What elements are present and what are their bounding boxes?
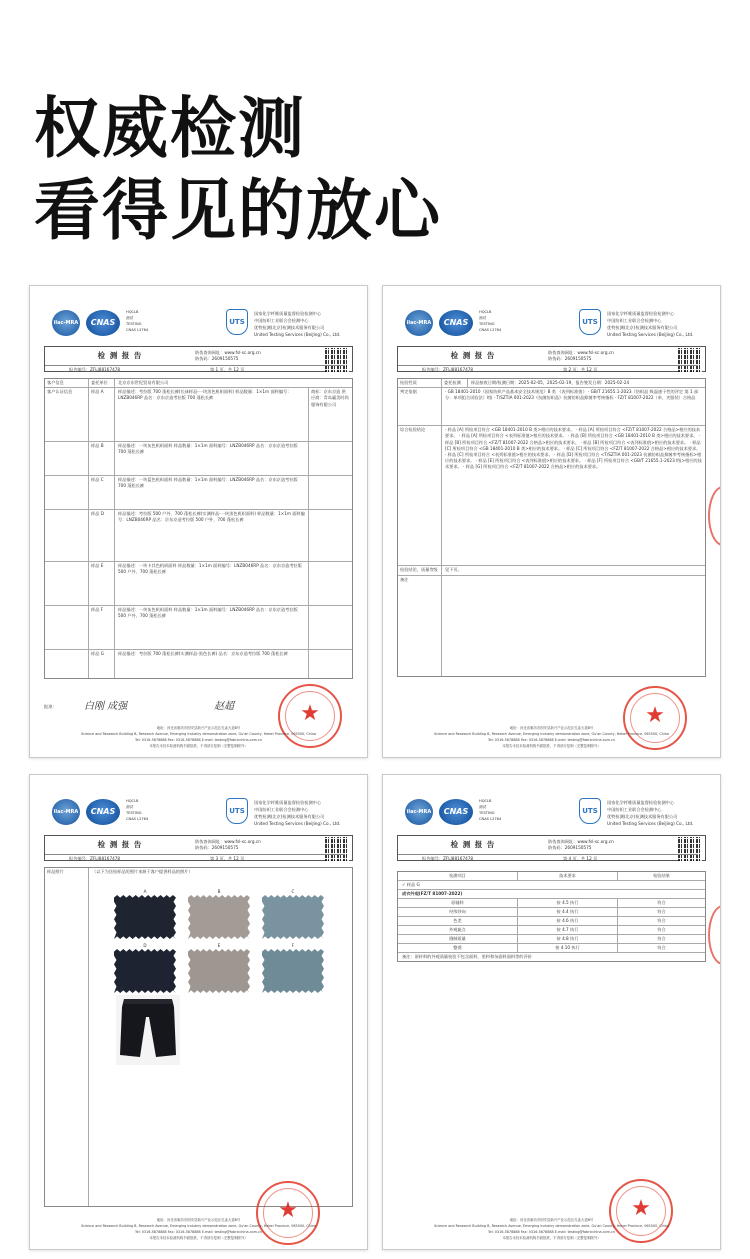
seam-stamp bbox=[708, 486, 721, 546]
fabric-swatch-b bbox=[188, 895, 250, 939]
signature-1: 白刚 成强 bbox=[84, 701, 128, 712]
report-title: 检 测 报 告 bbox=[450, 351, 496, 360]
cnas-logo: CNAS bbox=[86, 799, 120, 825]
verify-info: 防伪查询网址：www.fsl-sc.org.cn 防伪码：2609150575 bbox=[195, 839, 261, 850]
pants-photo bbox=[116, 995, 180, 1065]
report-header bbox=[397, 835, 706, 861]
table-row: 备注 bbox=[398, 576, 705, 676]
star-icon: ★ bbox=[278, 1198, 298, 1223]
table-row: 检验结论、质量等级 见下页。 bbox=[398, 566, 705, 576]
table-row: 综合检验结论 · 样品 [A] 所检项目符合 <GB 18401-2010 B 类>相应的技术要求。 · 样品 [A] 所检项目符合 <FZ/T 81007-2022 合格品>相应的技术要求。 · 样品 [A] 所检项目符合 <表列标准值>相应的技术要求。 · 样品 [B] 所检项目符合 <GB 18401-2010 B 类>相应的技术要求。 · 样品 [B] 所检项目符合 <FZ/T 81007-2022 合格品>相应的技术要求。 · 样品 [B] 所检项目符合 <表列标准值>相应的技术要求。 · 样品 [C] 所检项目符合 <GB 18401-2010 B 类>相应的技术要求。 · 样品 [C] 所检项目符合 <FZ/T 81007-2022 合格品>相应的技术要求。 · 样品 [C] 所检项目符合 <表列标准值>相应的技术要求。 · 样品 [D] 所检项目符合 <T/SZTIA 001-2023 抗菌纺织品抑菌率考核指标>相应的技术要求。 · 样品 [E] 所检项目符合 <表列标准值>相应的技术要求。 · 样品 [F] 所检项目符合 <GB/T 21655.1-2023 Ⅰ级>相应的技术要求。 · 样品 [G] 所检项目符合 <FZ/T 81007-2022 合格品>相应的技术要求。 bbox=[398, 426, 705, 566]
table-row: 样品 D 样品描述：考拉版 500 户外、700 蓬松长裤(实测样品-一块黑色机织面料) 样品数量：1×1m 面料编号：LNZB046RP 品名：京东京造考拉版 500 户外、700 蓬松长裤 bbox=[45, 510, 352, 562]
table-row: 缝制质量 按 4.8 执行 符合 bbox=[398, 935, 705, 944]
lab-name: 国家化学纤维质量监督检验检测中心 中国纺织工业联合会检测中心 优特检测(北京)检测技术服务有限公司 United Testing Services (BeiJing) Co., Ltd. bbox=[254, 311, 341, 337]
signature-2: 赵超 bbox=[214, 701, 234, 712]
lab-name: 国家化学纤维质量监督检验检测中心 中国纺织工业联合会检测中心 优特检测(北京)检测技术服务有限公司 United Testing Services (BeiJing) Co., Ltd. bbox=[254, 800, 341, 826]
uts-logo: UTS bbox=[579, 798, 601, 824]
star-icon: ★ bbox=[631, 1196, 651, 1221]
report-header bbox=[397, 346, 706, 372]
verify-info: 防伪查询网址：www.fsl-sc.org.cn 防伪码：2609150575 bbox=[548, 350, 614, 361]
page-footer: 地址：河北省廊坊市固安县新兴产业示范区孔雀大道8号 Science and Research Building B, Research Avenue, Emerging Industry demonstration zone, Gu'an County, Hebei Province, 065500, China Tel: 0316-5878888 Fax: 0316-5878888 E-mail: testing@fabricchina.com.cn 本报告未经本检测机构书面批准，不得部分复制（完整复制除外） bbox=[433, 726, 670, 748]
report-number: 报告编号：ZFLJ88167478 第 3 页，共 12 页 bbox=[45, 854, 345, 862]
table-row: 色差 按 4.6 执行 符合 bbox=[398, 917, 705, 926]
logo-bar bbox=[48, 793, 355, 833]
uts-logo: UTS bbox=[226, 798, 248, 824]
table-row: 检验性质 委托检测 样品接收日期/检测日期：2025-02-05，2025-02-19，报告签发日期：2025-02-24 bbox=[398, 379, 705, 388]
fabric-swatch-f bbox=[262, 949, 324, 993]
report-title: 检 测 报 告 bbox=[97, 840, 143, 849]
swatch-label: A bbox=[143, 889, 147, 894]
page-footer: 地址：河北省廊坊市固安县新兴产业示范区孔雀大道8号 Science and Research Building B, Research Avenue, Emerging Industry demonstration zone, Gu'an County, Hebei Province, 065500, China Tel: 0316-5878888 Fax: 0316-5878888 E-mail: testing@fabricchina.com.cn 本报告未经本检测机构书面批准，不得部分复制（完整复制除外） bbox=[433, 1218, 670, 1240]
ilac-mra-logo: ilac-MRA bbox=[405, 799, 433, 825]
report-number: 报告编号：ZFLJ88167478 第 4 页，共 12 页 bbox=[398, 854, 698, 862]
hq-logo: HQCLB 测试 TESTING CNAS L2764 bbox=[479, 310, 502, 332]
ilac-mra-logo: ilac-MRA bbox=[52, 799, 80, 825]
table-row: 外观疵点 按 4.7 执行 符合 bbox=[398, 926, 705, 935]
report-number: 报告编号：ZFLJ88167478 第 1 页，共 12 页 bbox=[45, 365, 345, 373]
uts-logo: UTS bbox=[226, 309, 248, 335]
report-page-4 bbox=[382, 774, 721, 1250]
hq-logo: HQCLB 测试 TESTING CNAS L2764 bbox=[126, 310, 149, 332]
swatch-label: C bbox=[291, 889, 295, 894]
table-row: 成衣外观(FZ/T 81007-2022) bbox=[398, 890, 705, 899]
report-title: 检 测 报 告 bbox=[450, 840, 496, 849]
report-page-2 bbox=[382, 285, 721, 758]
seam-stamp bbox=[708, 905, 721, 965]
page-footer: 地址：河北省廊坊市固安县新兴产业示范区孔雀大道8号 Science and Research Building B, Research Avenue, Emerging Industry demonstration zone, Gu'an County, Hebei Province, 065500, China Tel: 0316-5878888 Fax: 0316-5878888 E-mail: testing@fabricchina.com.cn 本报告未经本检测机构书面批准，不得部分复制（完整复制除外） bbox=[80, 726, 317, 748]
headline bbox=[34, 88, 442, 252]
swatch-label: B bbox=[217, 889, 221, 894]
conclusion-table bbox=[397, 378, 706, 677]
logo-bar bbox=[48, 304, 355, 344]
pants-label: G bbox=[120, 987, 124, 992]
swatch-label: F bbox=[291, 943, 295, 948]
table-row: 样品 C 样品描述：一块蓝色机织面料 样品数量：1×1m 面料编号：LNZB046RP 品名：京东京造考拉版 700 蓬松长裤 bbox=[45, 476, 352, 510]
headline-line-1: 权威检测 bbox=[34, 90, 306, 167]
table-row: 样品 E 样品描述：一块卡其色机织面料 样品数量：1×1m 面料编号：LNZB046RP 品名：京东京造考拉版 500 户外、700 蓬松长裤 bbox=[45, 562, 352, 606]
swatch-label: E bbox=[217, 943, 221, 948]
table-row: 样品 G 样品描述：考拉版 700 蓬松长裤(实测样品-黑色长裤) 品名：京东京造考拉版 700 蓬松长裤 bbox=[45, 650, 352, 678]
table-row: 客户信息 委托单位 北京京东世纪贸易有限公司 bbox=[45, 379, 352, 388]
table-row: 整烫 按 4.10 执行 符合 bbox=[398, 944, 705, 953]
table-row: 原辅料 按 4.5 执行 符合 bbox=[398, 899, 705, 908]
headline-line-2: 看得见的放心 bbox=[34, 172, 442, 249]
cnas-logo: CNAS bbox=[86, 310, 120, 336]
cnas-logo: CNAS bbox=[439, 799, 473, 825]
hq-logo: HQCLB 测试 TESTING CNAS L2764 bbox=[126, 799, 149, 821]
star-icon: ★ bbox=[645, 703, 665, 728]
table-header: 检测项目 技术要求 检验结果 bbox=[398, 872, 705, 881]
page-footer: 地址：河北省廊坊市固安县新兴产业示范区孔雀大道8号 Science and Research Building B, Research Avenue, Emerging Industry demonstration zone, Gu'an County, Hebei Province, 065500, China Tel: 0316-5878888 Fax: 0316-5878888 E-mail: testing@fabricchina.com.cn 本报告未经本检测机构书面批准，不得部分复制（完整复制除外） bbox=[80, 1218, 317, 1240]
report-page-1 bbox=[29, 285, 368, 758]
ilac-mra-logo: ilac-MRA bbox=[52, 310, 80, 336]
ilac-mra-logo: ilac-MRA bbox=[405, 310, 433, 336]
report-title: 检 测 报 告 bbox=[97, 351, 143, 360]
photo-label: 样品照片 bbox=[45, 868, 89, 1206]
fabric-swatch-c bbox=[262, 895, 324, 939]
table-row: ✓ 样品 G bbox=[398, 881, 705, 890]
verify-info: 防伪查询网址：www.fsl-sc.org.cn 防伪码：2609150575 bbox=[548, 839, 614, 850]
uts-logo: UTS bbox=[579, 309, 601, 335]
table-row: 样品 F 样品描述：一块灰色机织面料 样品数量：1×1m 面料编号：LNZB046RP 品名：京东京造考拉版 500 户外、700 蓬松长裤 bbox=[45, 606, 352, 650]
lab-name: 国家化学纤维质量监督检验检测中心 中国纺织工业联合会检测中心 优特检测(北京)检测技术服务有限公司 United Testing Services (BeiJing) Co., Ltd. bbox=[607, 800, 694, 826]
lab-name: 国家化学纤维质量监督检验检测中心 中国纺织工业联合会检测中心 优特检测(北京)检测技术服务有限公司 United Testing Services (BeiJing) Co., Ltd. bbox=[607, 311, 694, 337]
logo-bar bbox=[401, 304, 708, 344]
result-table bbox=[397, 871, 706, 962]
cnas-logo: CNAS bbox=[439, 310, 473, 336]
approval-label: 批准： bbox=[44, 704, 57, 709]
table-row: 经纬纱向 按 4.4 执行 符合 bbox=[398, 908, 705, 917]
swatch-label: D bbox=[143, 943, 147, 948]
star-icon: ★ bbox=[300, 701, 320, 726]
fabric-swatch-a bbox=[114, 895, 176, 939]
verify-info: 防伪查询网址：www.fsl-sc.org.cn 防伪码：2609150575 bbox=[195, 350, 261, 361]
info-table bbox=[44, 378, 353, 679]
table-row: 判定依据 · GB 18401-2010《国家纺织产品基本安全技术规范》B 类 《表列标准值》 · GB/T 21655.1-2023（纺织品 吸湿速干性的评定 第 1 部分：单项组合试验法）Ⅰ级 · T/SZTIA 001-2023《抗菌纺织品》抗菌纺织品抑菌率考核指标 · FZ/T 81007-2022（单、夹服装）合格品 bbox=[398, 388, 705, 426]
report-number: 报告编号：ZFLJ88167478 第 2 页，共 12 页 bbox=[398, 365, 698, 373]
fabric-swatch-e bbox=[188, 949, 250, 993]
report-header bbox=[44, 346, 353, 372]
table-row: 样品 B 样品描述：一块灰色机织面料 样品数量：1×1m 面料编号：LNZB046RP 品名：京东京造考拉版 700 蓬松长裤 bbox=[45, 442, 352, 476]
report-page-3 bbox=[29, 774, 368, 1250]
report-header bbox=[44, 835, 353, 861]
photo-caption: （以下为送检样品的照片来源于客户提供样品的照片） bbox=[92, 869, 193, 874]
table-row: 备注：原材料的外观质量检验不包含面料、里料和杂面料面料等的评价 bbox=[402, 954, 532, 959]
table-row: 客户认证信息 样品 A 样品描述：考拉版 700 蓬松长裤(长袜样品-一块黑色机织面料) 样品数量：1×1m 面料编号：LNZB046RP 品名：京东京造考拉版 700 蓬松长裤 商标：京东京造 供应商：青岛赢美时尚服饰有限公司 bbox=[45, 388, 352, 442]
fabric-swatch-d bbox=[114, 949, 176, 993]
logo-bar bbox=[401, 793, 708, 833]
hq-logo: HQCLB 测试 TESTING CNAS L2764 bbox=[479, 799, 502, 821]
